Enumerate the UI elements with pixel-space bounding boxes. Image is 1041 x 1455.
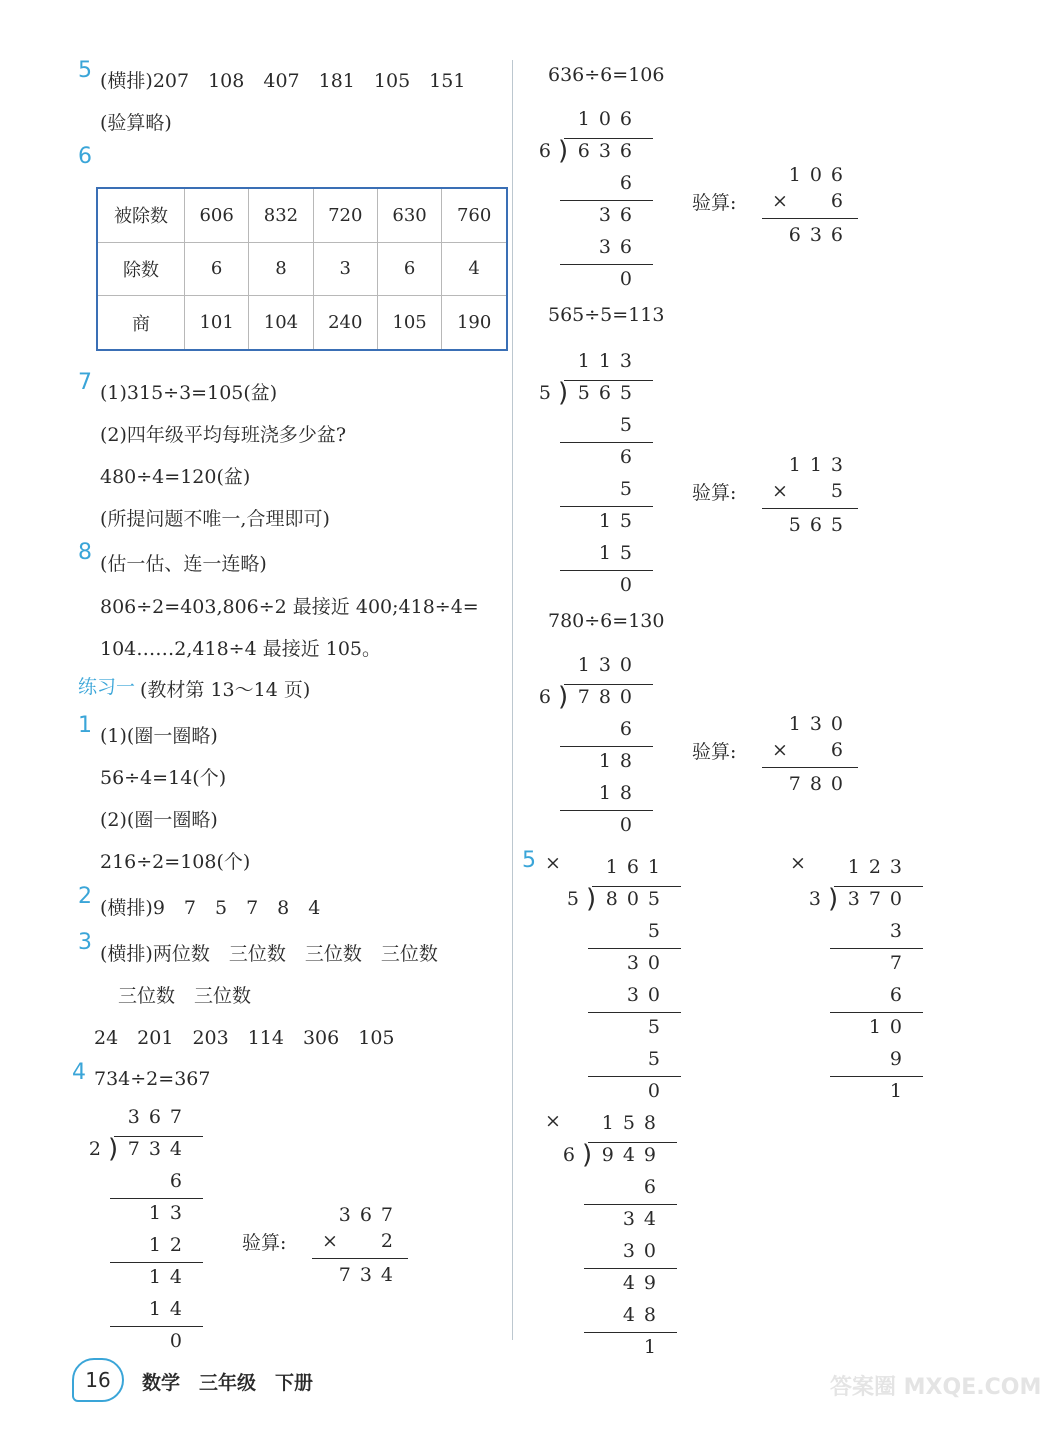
table-cell: 606 [185, 188, 249, 242]
remainder: 0 [619, 814, 641, 836]
dividend: 565 [577, 382, 641, 404]
division-rule [560, 746, 653, 747]
times-sign: × [772, 739, 788, 761]
division-rule [762, 218, 858, 219]
e4-equation: 734÷2=367 [94, 1068, 211, 1090]
dividend: 636 [577, 140, 641, 162]
check-product: 636 [788, 224, 852, 246]
e4-number: 4 [72, 1060, 86, 1085]
division-bracket: ) [558, 682, 569, 712]
quotient: 158 [601, 1112, 665, 1134]
division-rule [762, 508, 858, 509]
division-rule [592, 886, 681, 887]
division-rule [830, 1012, 923, 1013]
e1-number: 1 [78, 713, 92, 738]
table-cell: 8 [249, 242, 313, 295]
wrong-mark: × [545, 852, 561, 874]
division-bracket: ) [828, 884, 839, 914]
division-rule [560, 442, 653, 443]
e2-number: 2 [78, 884, 92, 909]
division-bracket: ) [558, 378, 569, 408]
remainder: 5 [647, 1016, 669, 1038]
division-rule [560, 506, 653, 507]
check-label: 验算: [692, 192, 737, 214]
quotient: 113 [577, 350, 641, 372]
subtrahend: 18 [598, 782, 641, 804]
subtrahend: 6 [169, 1170, 191, 1192]
remainder: 0 [169, 1330, 191, 1352]
check-multiplicand: 130 [788, 713, 852, 735]
q8-line: 806÷2=403,806÷2 最接近 400;418÷4= [100, 596, 479, 618]
times-sign: × [322, 1230, 338, 1252]
subtrahend: 30 [622, 1240, 665, 1262]
q7-line: 480÷4=120(盆) [100, 466, 251, 488]
table-cell: 104 [249, 296, 313, 350]
quotient: 106 [577, 108, 641, 130]
check-label: 验算: [242, 1232, 287, 1254]
subtrahend: 36 [598, 236, 641, 258]
remainder: 36 [598, 204, 641, 226]
quotient: 367 [127, 1106, 191, 1128]
table-row [97, 242, 507, 295]
check-product: 780 [788, 773, 852, 795]
table-cell: 6 [185, 242, 249, 295]
table-cell: 101 [185, 296, 249, 350]
division-rule [564, 138, 653, 139]
e1-line: 56÷4=14(个) [100, 767, 227, 789]
subtrahend: 5 [647, 1048, 669, 1070]
division-rule [110, 1262, 203, 1263]
subtrahend: 30 [626, 984, 669, 1006]
division-rule [564, 380, 653, 381]
division-bracket: ) [108, 1134, 119, 1164]
wrong-mark: × [790, 852, 806, 874]
check-multiplicand: 113 [788, 454, 852, 476]
remainder: 13 [148, 1202, 191, 1224]
division-rule [762, 767, 858, 768]
subtrahend: 3 [889, 920, 911, 942]
division-rule [560, 810, 653, 811]
remainder: 1 [643, 1336, 665, 1358]
q7-line: (2)四年级平均每班浇多少盆? [100, 424, 347, 446]
q7-line: (所提问题不唯一,合理即可) [100, 508, 330, 530]
check-label: 验算: [692, 482, 737, 504]
subtrahend: 48 [622, 1304, 665, 1326]
table-cell: 760 [442, 188, 507, 242]
subtrahend: 5 [647, 920, 669, 942]
division-rule [564, 684, 653, 685]
check-multiplicand: 367 [338, 1204, 402, 1226]
e3-line: 24 201 203 114 306 105 [94, 1027, 395, 1049]
remainder: 30 [626, 952, 669, 974]
q7-number: 7 [78, 370, 92, 395]
check-product: 734 [338, 1264, 402, 1286]
e3-number: 3 [78, 930, 92, 955]
q6-number: 6 [78, 144, 92, 169]
e2-line: (横排)9 7 5 7 8 4 [100, 897, 321, 919]
remainder: 1 [889, 1080, 911, 1102]
table-cell: 除数 [97, 242, 185, 295]
division-rule [560, 570, 653, 571]
table-row [97, 296, 507, 350]
q6-table [96, 187, 508, 351]
table-cell: 832 [249, 188, 313, 242]
table-cell: 4 [442, 242, 507, 295]
p3-equation: 780÷6=130 [548, 610, 665, 632]
q8-line: (估一估、连一连略) [100, 553, 267, 575]
division-rule [110, 1326, 203, 1327]
dividend: 734 [127, 1138, 191, 1160]
divisor: 5 [566, 888, 588, 910]
section-title: 练习一 [78, 676, 136, 698]
quotient: 123 [847, 856, 911, 878]
q5-number: 5 [78, 58, 92, 83]
table-cell: 3 [313, 242, 377, 295]
q8-line: 104……2,418÷4 最接近 105。 [100, 638, 382, 660]
division-rule [114, 1136, 203, 1137]
table-cell: 720 [313, 188, 377, 242]
footer-title: 数学 三年级 下册 [142, 1372, 314, 1394]
check-multiplier: 5 [830, 480, 852, 502]
e1-line: 216÷2=108(个) [100, 851, 251, 873]
quotient: 161 [605, 856, 669, 878]
quotient: 130 [577, 654, 641, 676]
table-row [97, 188, 507, 242]
remainder: 0 [619, 574, 641, 596]
watermark-logo: 答案圈 MXQE.COM [830, 1375, 1041, 1400]
division-rule [834, 886, 923, 887]
table-cell: 商 [97, 296, 185, 350]
dividend: 370 [847, 888, 911, 910]
table-cell: 240 [313, 296, 377, 350]
page-number-badge: 16 [72, 1358, 124, 1402]
division-rule [588, 1012, 681, 1013]
subtrahend: 6 [889, 984, 911, 1006]
q5-answer: (横排)207 108 407 181 105 151 [100, 70, 466, 92]
divisor: 6 [538, 140, 560, 162]
table-cell: 6 [377, 242, 441, 295]
subtrahend: 5 [619, 478, 641, 500]
remainder: 0 [647, 1080, 669, 1102]
division-rule [560, 200, 653, 201]
remainder: 34 [622, 1208, 665, 1230]
division-bracket: ) [582, 1140, 593, 1170]
check-multiplier: 2 [380, 1230, 402, 1252]
remainder: 15 [598, 510, 641, 532]
e3-line: (横排)两位数 三位数 三位数 三位数 [100, 943, 438, 965]
division-rule [588, 1142, 677, 1143]
q8-number: 8 [78, 540, 92, 565]
subtrahend: 15 [598, 542, 641, 564]
subtrahend: 5 [619, 414, 641, 436]
wrong-mark: × [545, 1110, 561, 1132]
dividend: 805 [605, 888, 669, 910]
check-multiplier: 6 [830, 190, 852, 212]
e3-line: 三位数 三位数 [118, 985, 252, 1007]
check-product: 565 [788, 514, 852, 536]
table-cell: 190 [442, 296, 507, 350]
subtrahend: 6 [643, 1176, 665, 1198]
division-rule [588, 1076, 681, 1077]
division-rule [312, 1258, 408, 1259]
q5-note: (验算略) [100, 112, 172, 134]
table-cell: 105 [377, 296, 441, 350]
division-rule [830, 948, 923, 949]
division-bracket: ) [586, 884, 597, 914]
remainder: 14 [148, 1266, 191, 1288]
subtrahend: 6 [619, 172, 641, 194]
subtrahend: 12 [148, 1234, 191, 1256]
division-bracket: ) [558, 136, 569, 166]
q7-line: (1)315÷3=105(盆) [100, 382, 278, 404]
divisor: 3 [808, 888, 830, 910]
remainder: 10 [868, 1016, 911, 1038]
e1-line: (1)(圈一圈略) [100, 725, 218, 747]
divisor: 5 [538, 382, 560, 404]
times-sign: × [772, 190, 788, 212]
remainder: 49 [622, 1272, 665, 1294]
table-cell: 630 [377, 188, 441, 242]
division-rule [830, 1076, 923, 1077]
divisor: 6 [538, 686, 560, 708]
subtrahend: 14 [148, 1298, 191, 1320]
check-multiplier: 6 [830, 739, 852, 761]
subtrahend: 6 [619, 718, 641, 740]
remainder: 18 [598, 750, 641, 772]
table-cell: 被除数 [97, 188, 185, 242]
dividend: 780 [577, 686, 641, 708]
times-sign: × [772, 480, 788, 502]
division-rule [560, 264, 653, 265]
dividend: 949 [601, 1144, 665, 1166]
check-label: 验算: [692, 741, 737, 763]
remainder: 0 [619, 268, 641, 290]
e1-line: (2)(圈一圈略) [100, 809, 218, 831]
division-rule [584, 1204, 677, 1205]
divisor: 2 [88, 1138, 110, 1160]
p1-equation: 636÷6=106 [548, 64, 665, 86]
column-divider [512, 60, 513, 1340]
p2-equation: 565÷5=113 [548, 304, 665, 326]
division-rule [588, 948, 681, 949]
division-rule [584, 1332, 677, 1333]
divisor: 6 [562, 1144, 584, 1166]
division-rule [110, 1198, 203, 1199]
section-subtitle: (教材第 13～14 页) [140, 679, 311, 701]
subtrahend: 9 [889, 1048, 911, 1070]
division-rule [584, 1268, 677, 1269]
remainder: 6 [619, 446, 641, 468]
remainder: 7 [889, 952, 911, 974]
q5-right-number: 5 [522, 848, 536, 873]
check-multiplicand: 106 [788, 164, 852, 186]
